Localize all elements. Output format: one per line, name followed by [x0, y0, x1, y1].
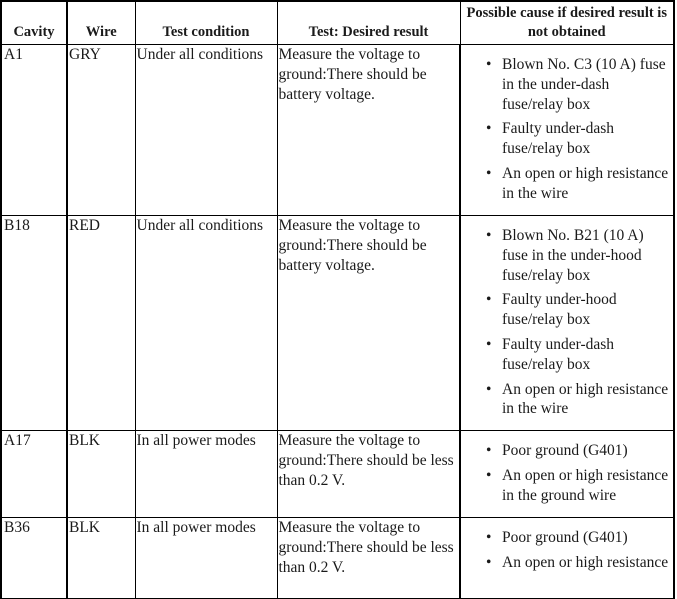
wire-cell: RED — [67, 216, 135, 431]
result-cell: Measure the voltage to ground:There should be less than 0.2 V. — [277, 431, 460, 518]
list-item — [461, 528, 673, 548]
cause-text: Blown No. B21 (10 A) fuse in the under-hood fuse/relay box — [502, 227, 644, 284]
table-row — [1, 518, 674, 599]
condition-cell: In all power modes — [135, 431, 277, 518]
bullet-icon: • — [486, 56, 492, 73]
cause-cell — [460, 216, 674, 431]
list-item — [461, 164, 673, 204]
header-cavity: Cavity — [1, 1, 67, 45]
cavity-cell: A17 — [1, 431, 67, 518]
list-item — [461, 290, 673, 330]
bullet-icon: • — [486, 291, 492, 309]
list-item — [461, 441, 673, 461]
bullet-icon: • — [486, 529, 492, 546]
cause-text: An open or high resistance in the ground wire — [502, 466, 669, 504]
bullet-icon: • — [486, 466, 492, 484]
cause-text: Poor ground (G401) — [502, 442, 628, 459]
wire-cell: GRY — [67, 45, 135, 216]
cavity-cell: B36 — [1, 518, 67, 599]
wire-cell: BLK — [67, 431, 135, 518]
cause-list — [461, 226, 673, 419]
cause-text: Poor ground (G401) — [502, 529, 628, 546]
cause-text: Faulty under-dash fuse/relay box — [502, 120, 615, 158]
cause-text: An open or high resistance in the wire — [502, 164, 669, 202]
header-wire: Wire — [67, 1, 135, 45]
condition-cell: Under all conditions — [135, 45, 277, 216]
bullet-icon: • — [486, 120, 492, 138]
bullet-icon: • — [486, 442, 492, 459]
wire-cell: BLK — [67, 518, 135, 599]
cause-cell — [460, 518, 674, 599]
cause-text: An open or high resistance — [502, 553, 669, 571]
result-cell: Measure the voltage to ground:There should be battery voltage. — [277, 216, 460, 431]
bullet-icon: • — [486, 227, 492, 244]
bullet-icon: • — [486, 553, 492, 571]
table-row — [1, 431, 674, 518]
bullet-icon: • — [486, 380, 492, 398]
cause-text: Blown No. C3 (10 A) fuse in the under-dash fuse/relay box — [502, 56, 666, 113]
cause-text: An open or high resistance in the wire — [502, 380, 669, 418]
table-row — [1, 45, 674, 216]
result-cell: Measure the voltage to ground:There should be less than 0.2 V. — [277, 518, 460, 599]
list-item — [461, 380, 673, 420]
result-cell: Measure the voltage to ground:There should be battery voltage. — [277, 45, 460, 216]
condition-cell: In all power modes — [135, 518, 277, 599]
table-header-row — [1, 1, 674, 45]
list-item — [461, 335, 673, 375]
table-row — [1, 216, 674, 431]
cause-list — [461, 441, 673, 505]
bullet-icon: • — [486, 164, 492, 182]
cause-text: Faulty under-dash fuse/relay box — [502, 335, 615, 373]
cause-cell — [460, 431, 674, 518]
list-item — [461, 553, 673, 573]
header-test-condition: Test condition — [135, 1, 277, 45]
cavity-cell: B18 — [1, 216, 67, 431]
header-possible-cause: Possible cause if desired result is not obtained — [460, 1, 674, 45]
cause-list — [461, 55, 673, 204]
cause-list — [461, 528, 673, 573]
bullet-icon: • — [486, 335, 492, 353]
list-item — [461, 55, 673, 114]
list-item — [461, 466, 673, 506]
list-item — [461, 226, 673, 285]
condition-cell: Under all conditions — [135, 216, 277, 431]
cause-cell — [460, 45, 674, 216]
cavity-cell: A1 — [1, 45, 67, 216]
header-desired-result: Test: Desired result — [277, 1, 460, 45]
cause-text: Faulty under-hood fuse/relay box — [502, 291, 617, 329]
list-item — [461, 119, 673, 159]
